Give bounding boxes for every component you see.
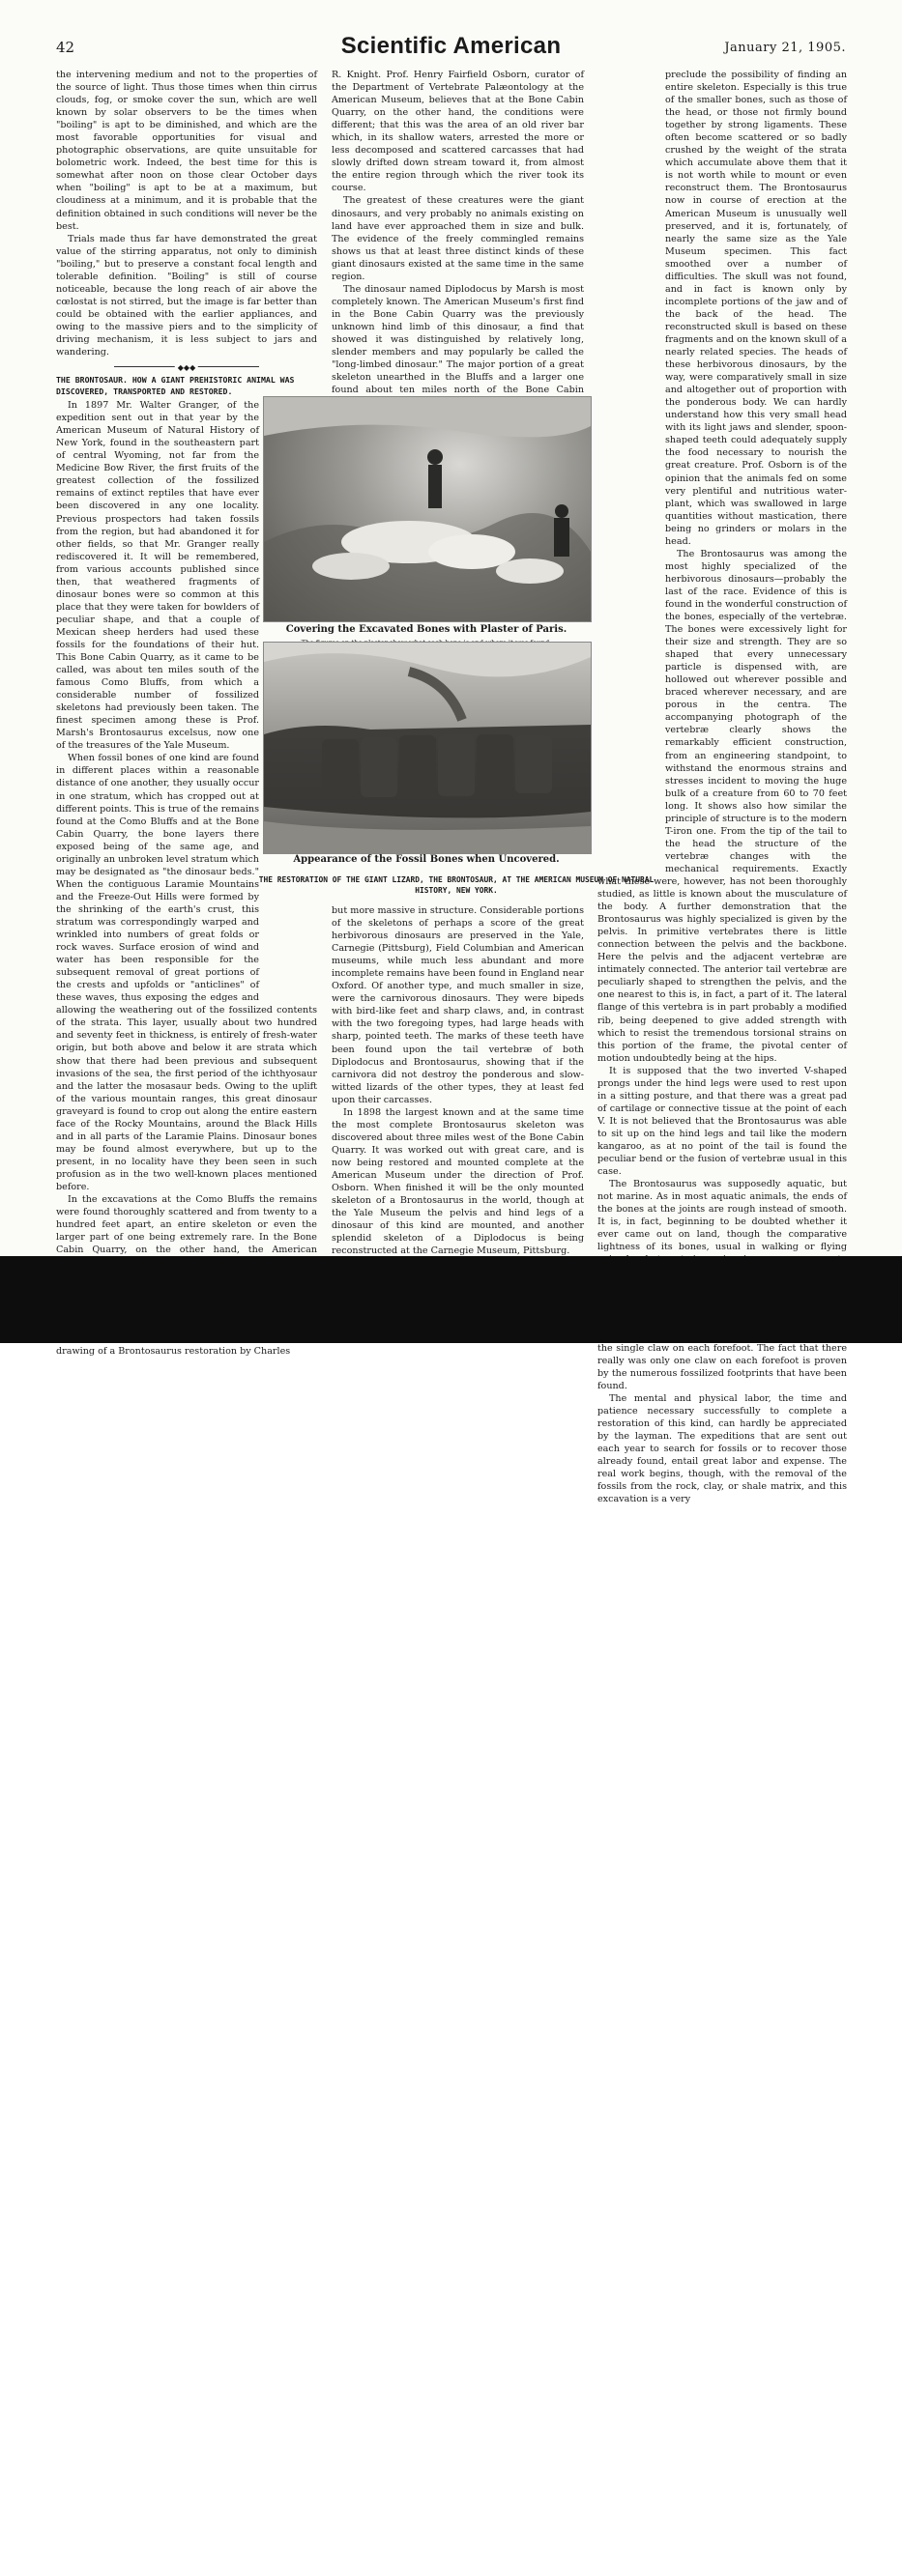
article-headline: THE BRONTOSAUR. HOW A GIANT PREHISTORIC ANIMAL WAS DISCOVERED, TRANSPORTED AND RESTORED.: [56, 375, 295, 397]
photo-plaster-excavation: [263, 396, 592, 622]
stock-url: www.alamy.com: [800, 2549, 877, 2561]
col3-paragraph-5: The mental and physical labor, the time and patience necessary successfully to complete a restoration of this kind, can hardly be appreciated by the layman. The expeditions that are sent out each year to search for fossils or to recover those already found, entail great labor and expense. The real work begins, though, with the removal of the fossils from the rock, clay, or shale matrix, and this excavation is a very: [597, 1392, 847, 1505]
col1-paragraph-1: the intervening medium and not to the properties of the source of light. Thus those times when thin cirrus clouds, fog, or smoke cover the sun, which are well known by solar observers to be the times when "boiling" is apt to be diminished, and which are the most favorable opportunities for visual and photographic observations, are quite unsuitable for bolometric work. Indeed, the best time for this is somewhat after noon on those clear October days when "boiling" is apt to be at a maximum, but cloudiness at a minimum, and it is probable that the definition obtained in such conditions will never be the best.: [56, 70, 317, 232]
col1-paragraph-3: In 1897 Mr. Walter Granger, of the expedition sent out in that year by the American Museum of Natural History of New York, found in the southeastern part of central Wyoming, not far from the Medicine Bow River, the first fruits of the greatest collection of the fossilized remains of extinct reptiles that have ever been discovered in any one locality. Previous prospectors had taken fossils from the region, but had abandoned it for other fields, so that Mr. Granger really rediscovered it. It will be remembered, from various accounts published since then, that weathered fragments of dinosaur bones were so common at this place that they were taken for bowlders of peculiar shape, and that a couple of Mexican sheep herders had used these fossils for the foundations of their hut. This Bone Cabin Quarry, as it came to be called, was about ten miles south of the famous Como Bluffs, from which a considerable number of fossilized skeletons had previously been taken. The finest specimen among these is Prof. Marsh's Brontosaurus excelsus, now one of the treasures of the Yale Museum.: [56, 400, 259, 752]
issue-date: January 21, 1905.: [724, 41, 846, 55]
col2-paragraph-2: The greatest of these creatures were the giant dinosaurs, and very probably no animals existing on land have ever approached them in size and bulk. The evidence of the freely commingled remains shows us that at least three distinct kinds of these giant dinosaurs existed at the same time in the same region.: [332, 195, 584, 282]
figure-wrap-spacer-4: [597, 379, 665, 867]
photo-plaster-excavation-art: [264, 397, 591, 621]
col2b-paragraph-1: but more massive in structure. Considerable portions of the skeletons of perhaps a score of the great herbivorous dinosaurs are preserved in the Yale, Carnegie (Pittsburg), Field Columbian and American museums, while much less abundant and more incomplete remains have been found in England near Oxford. Of another type, and much smaller in size, were the carnivorous dinosaurs. They were bipeds with bird-like feet and sharp claws, and, in contrast with the two foregoing types, had large heads with sharp, pointed teeth. The marks of these teeth have been found upon the tail vertebræ of both Diplodocus and Brontosaurus, showing that if the carnivora did not destroy the ponderous and slow-witted lizards of the other types, they at least fed upon their carcasses.: [332, 905, 584, 1105]
main-figure-caption: THE RESTORATION OF THE GIANT LIZARD, THE BRONTOSAUR, AT THE AMERICAN MUSEUM OF NATURAL HISTORY, NEW YORK.: [258, 875, 655, 895]
column-2-bottom: [332, 904, 584, 1257]
col3-paragraph-4: The Brontosaurus was supposedly aquatic, but not marine. As in most aquatic animals, the ends of the bones at the joints are rough instead of smooth. It is, in fact, beginning to be doubted whether it ever came out on land, though the comparative lightness of its bones, usual in walking or flying the single claw on each forefoot. The fact that there really was only one claw on each forefoot is proven by the numerous fossilized footprints that have been found.: [597, 1179, 847, 1391]
col3-paragraph-3: It is supposed that the two inverted V-shaped prongs under the hind legs were used to rest upon in a sitting posture, and that there was a great pad of cartilage or connective tissue at the point of each V. It is not believed that the Brontosaurus was able to sit up on the hind legs and tail like the modern kangaroo, as at no point of the tail is found the peculiar bend or the fusion of vertebræ usual in this case.: [597, 1065, 847, 1178]
col3-paragraph-2: The Brontosaurus was among the most highly specialized of the herbivorous dinosaurs—probably the last of the race. Evidence of this is found in the wonderful construction of the bones, especially of the vertebræ. The bones were excessively light for their size and strength. They are so shaped that every unnecessary particle is dispensed with, are hollowed out wherever possible and braced wherever necessary, and are porous in the centra. The accompanying photograph of the vertebræ clearly shows the remarkably efficient construction, from an engineering standpoint, to withstand the enormous strains and stresses incident to moving the huge bulk of a creature from 60 to 70 feet long. It shows also how similar the principle of structure is to the modern T-iron one. From the tip of the tail to the head the structure of the vertebræ changes with the mechanical requirements. Exactly what these were, however, has not been thoroughly studied, as little is known about the musculature of the body. A further demonstration that the Brontosaurus was highly specialized is given by the pelvis. In primitive vertebrates there is little connection between the pelvis and the backbone. Here the pelvis and the adjacent vertebræ are intimately connected. The anterior tail vertebræ are peculiarly shaped to strengthen the pelvis, and the one nearest to this is, in fact, a part of it. The lateral flange of this vertebra is in part probably a modified rib, being deepened to give added strength with which to resist the tremendous torsional strains on this portion of the frame, the pivotal center of motion undoubtedly being at the hips.: [597, 548, 847, 1064]
publication-title: Scientific American: [340, 33, 562, 59]
figure-2-caption: Appearance of the Fossil Bones when Uncovered.: [293, 854, 560, 865]
figure-1-caption: Covering the Excavated Bones with Plaster of Paris.: [285, 624, 567, 635]
column-2-top: [332, 69, 584, 396]
photo-fossil-vertebrae-art: [264, 643, 591, 853]
page-number: 42: [56, 39, 75, 56]
col2b-paragraph-2: In 1898 the largest known and at the same time the most complete Brontosaurus skeleton was discovered about three miles west of the Bone Cabin Quarry. It was worked out with great care, and is now being restored and mounted complete at the American Museum under the direction of Prof. Osborn. When finished it will be the only mounted skeleton of a Brontosaurus in the world, though at the Yale Museum the pelvis and hind legs of a dinosaur of this kind are mounted, and another splendid skeleton of a Diplodocus is being reconstructed at the Carnegie Museum, Pittsburg.: [332, 1106, 584, 1257]
column-3: [597, 69, 847, 1505]
image-id: Image ID: 2ABXXCW: [775, 2533, 877, 2545]
col1-paragraph-4: When fossil bones of one kind are found in different places within a reasonable distance of one another, they usually occur in one stratum, which has cropped out at different points. This is true of the remains found at the Como Bluffs and at the Bone Cabin Quarry, the bone layers there exposed being of the same age, and originally an unbroken level stratum which may be designated as "the dinosaur beds." When the contiguous Laramie Mountains and the Freeze-Out Hills were formed by the shrinking of the earth's crust, this stratum was correspondingly warped and wrinkled into numbers of great folds or rock waves. Surface erosion of wind and water has been responsible for the subsequent removal of great portions of the crests and upfolds or "anticlines" of these waves, thus exposing the edges and allowing the weathering out of the fossilized contents of the strata. This layer, usually about two hundred and seventy feet in thickness, is entirely of fresh-water origin, but both above and below it are strata which show that there had been previous and subsequent invasions of the sea, the first period of the ichthyosaur and the latter the mosasaur beds. Owing to the uplift of the various mountain ranges, this great dinosaur graveyard is found to crop out along the entire eastern face of the Rocky Mountains, around the Black Hills and in all parts of the Laramie Plains. Dinosaur bones may be found almost everywhere, but up to the present, in no locality have they been seen in such profusion as in the two well-known places mentioned before.: [56, 753, 317, 1192]
photo-fossil-vertebrae: [263, 642, 592, 854]
image-id-block: [775, 2532, 877, 2562]
col2-paragraph-3: The dinosaur named Diplodocus by Marsh is most completely known. The American Museum's first find in the Bone Cabin Quarry was the previously unknown hind limb of this dinosaur, a find that showed it was distinguished by relatively long, slender members and may popularly be called the "long-limbed dinosaur." The major portion of a great skeleton unearthed in the Bluffs and a larger one found about ten miles north of the Bone Cabin: [332, 283, 584, 396]
section-divider: ◆◆◆: [56, 362, 317, 371]
col1-paragraph-2: Trials made thus far have demonstrated the great value of the stirring apparatus, not only to diminish "boiling," but to preserve a constant focal length and tolerable definition. "Boiling" is still of course noticeable, because the long reach of air above the cœlostat is not stirred, but the image is far better than could be obtained with the earlier appliances, and owing to the massive piers and to the simplicity of driving mechanism, it is less subject to jars and wandering.: [56, 233, 317, 358]
alamy-logo: alamy: [29, 2525, 151, 2575]
col1-paragraph-5: In the excavations at the Como Bluffs the remains were found thoroughly scattered and from twenty to a hundred feet apart, an entire skeleton or even the larger part of one being extremely rare. In the Bone Cabin Quarry, on the other hand, the American drawing of a Brontosaurus restoration by Charles: [56, 1194, 317, 1357]
col3-paragraph-1: preclude the possibility of finding an entire skeleton. Especially is this true of the smaller bones, such as those of the head, or those not firmly bound together by strong ligaments. These often become scattered or so badly crushed by the weight of the strata which accumulate above them that it is not worth while to mount or even reconstruct them. The Brontosaurus now in course of erection at the American Museum is unusually well preserved, and it is, fortunately, of nearly the same size as the Yale Museum specimen. This fact smoothed over a number of difficulties. The skull was not found, and in fact is known only by incomplete portions of the jaw and of the back of the head. The reconstructed skull is based on these fragments and on the known skull of a nearly related species. The heads of these herbivorous dinosaurs, by the way, were comparatively small in size and altogether out of proportion with the ponderous body. We can hardly understand how this very small head with its light jaws and slender, spoon-shaped teeth could adequately supply the food necessary to nourish the great creature. Prof. Osborn is of the opinion that the animals fed on some very plentiful and nutritious water-plant, which was swallowed in large quantities without mastication, there being no grinders or molars in the head.: [665, 70, 847, 547]
col2-paragraph-1: R. Knight. Prof. Henry Fairfield Osborn, curator of the Department of Vertebrate Palæontology at the American Museum, believes that at the Bone Cabin Quarry, on the other hand, the conditions were different; that this was the area of an old river bar which, in its shallow waters, arrested the more or less decomposed and scattered carcasses that had slowly drifted down stream toward it, from almost the entire region through which the river took its course.: [332, 70, 584, 194]
